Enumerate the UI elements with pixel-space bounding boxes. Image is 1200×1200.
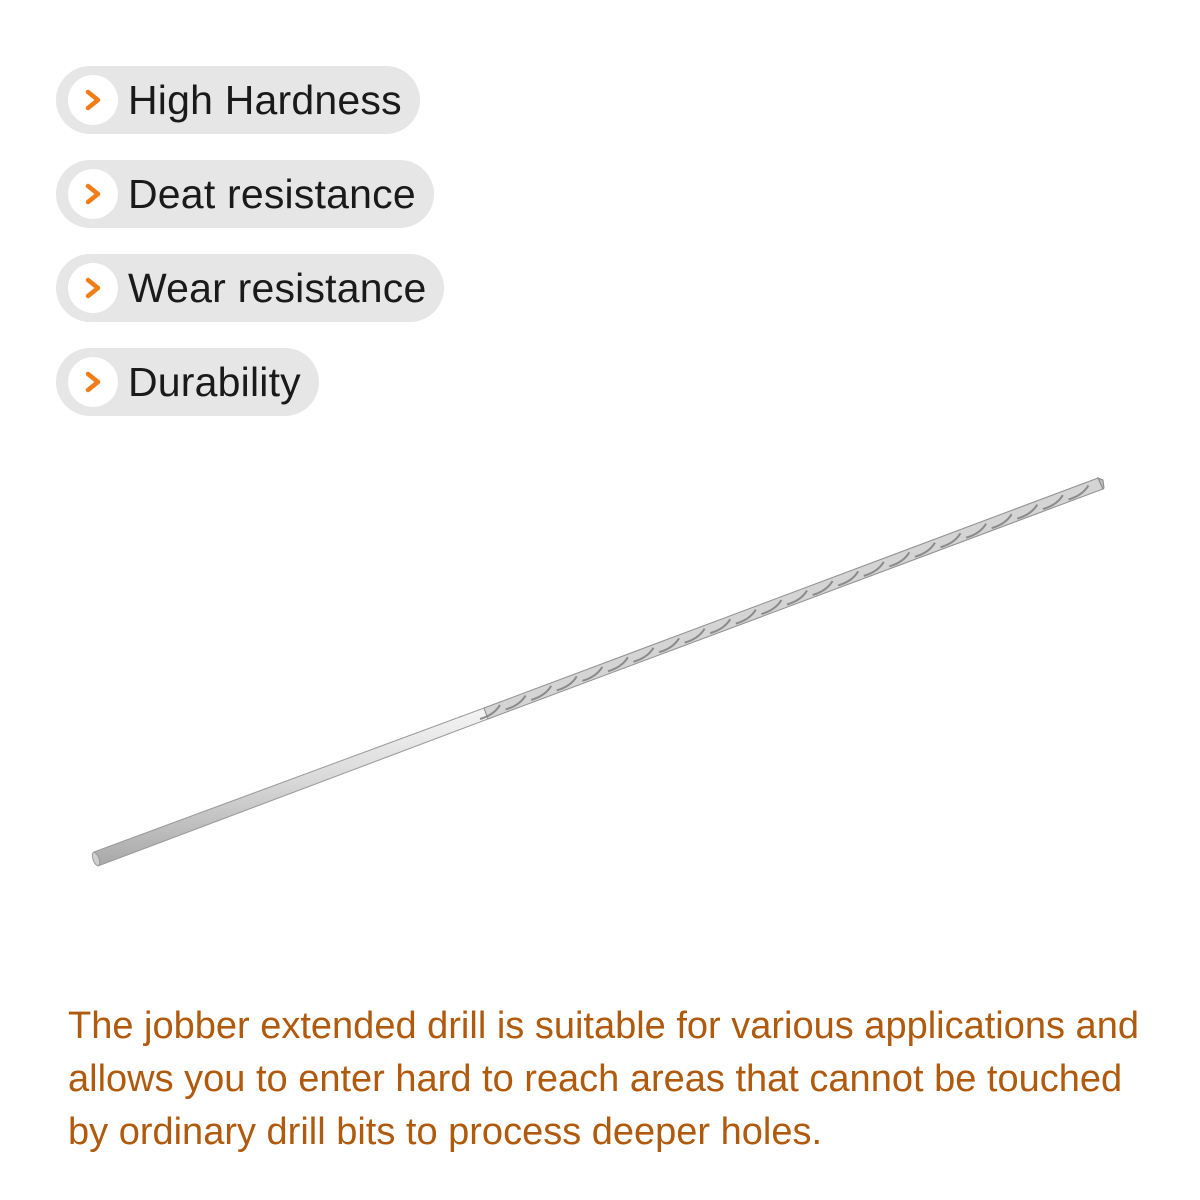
feature-pill-durability [56, 348, 319, 416]
feature-pill-high-hardness [56, 66, 420, 134]
feature-label: Durability [128, 358, 301, 405]
feature-label: High Hardness [128, 76, 402, 123]
feature-list [56, 66, 444, 416]
chevron-right-icon [68, 75, 118, 125]
product-description: The jobber extended drill is suitable for various applications and allows you to enter hard to reach areas that cannot be touched by ordinary drill bits to process deeper holes. [68, 1005, 1139, 1153]
feature-pill-wear-resistance [56, 254, 444, 322]
feature-label: Deat resistance [128, 170, 416, 217]
feature-pill-heat-resistance [56, 160, 434, 228]
feature-label: Wear resistance [128, 264, 427, 311]
drill-bit-image [0, 440, 1200, 920]
chevron-right-icon [68, 263, 118, 313]
drill-flute-body [484, 478, 1103, 719]
drill-shank [94, 708, 488, 866]
chevron-right-icon [68, 169, 118, 219]
chevron-right-icon [68, 357, 118, 407]
